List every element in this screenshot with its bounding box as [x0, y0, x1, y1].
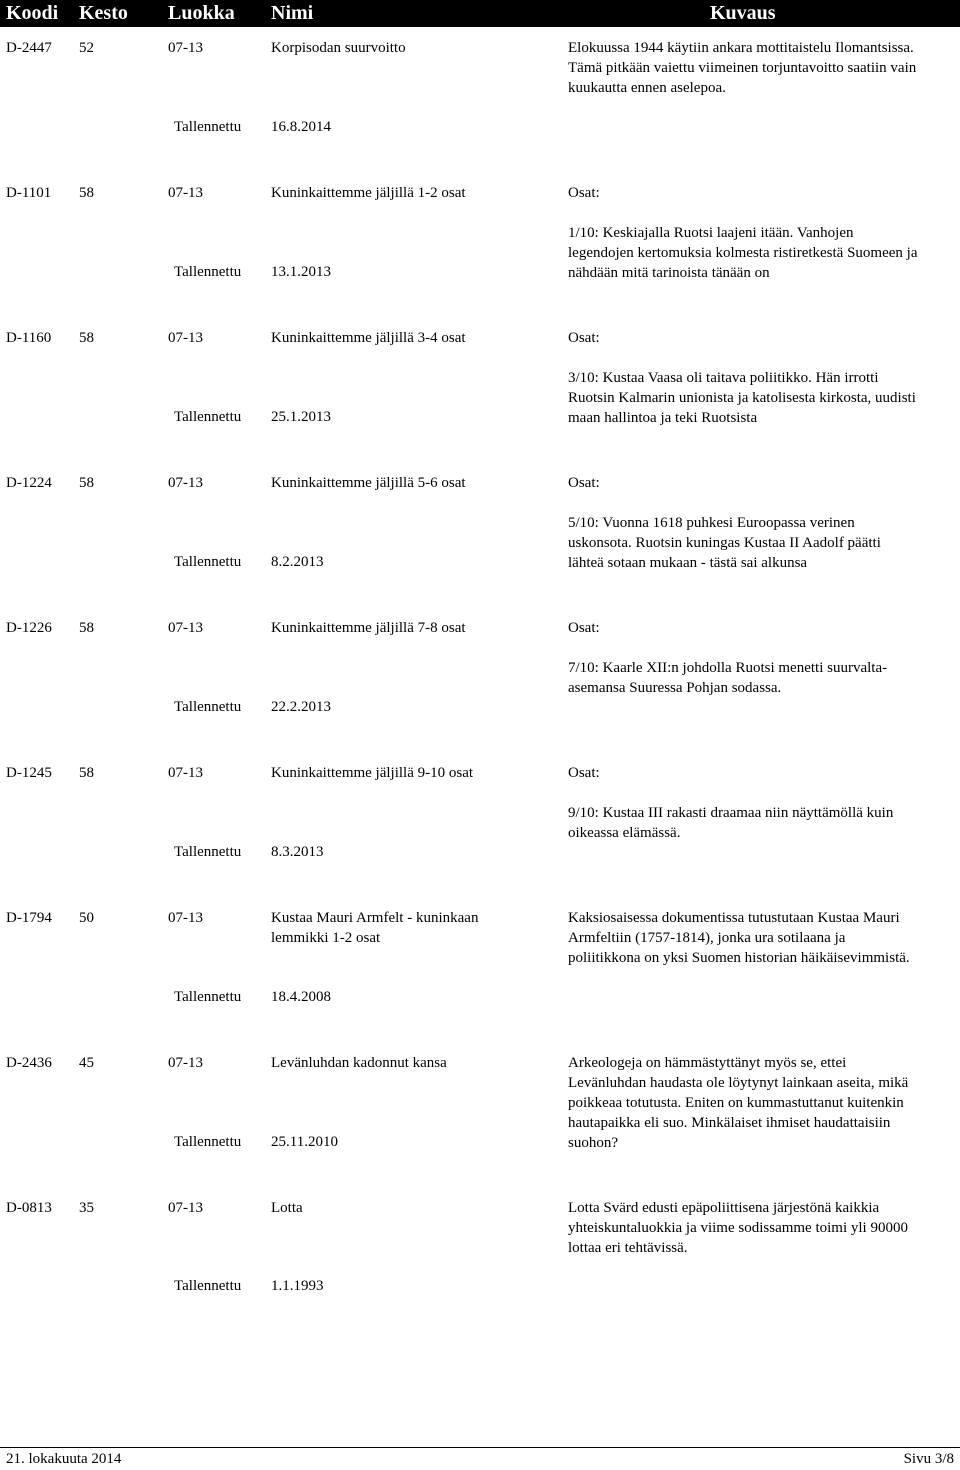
entry-description: Arkeologeja on hämmästyttänyt myös se, ettei Levänluhdan haudasta ole löytynyt lainkaan aseita, mikä poikkeaa totutusta. Eniten on kummastuttanut kuitenkin hautapaikka eli suo. Minkälaiset ihmiset haudattaisiin suohon?: [568, 1055, 909, 1151]
osat-label: Osat:: [568, 330, 600, 346]
entry-luokka: 07-13: [168, 185, 203, 201]
entry-code: D-0813: [6, 1200, 52, 1216]
entry-description: 9/10: Kustaa III rakasti draamaa niin näyttämöllä kuin oikeassa elämässä.: [568, 805, 894, 841]
list-item: [0, 763, 960, 903]
entry-kesto: 52: [79, 40, 94, 56]
header-luokka: Luokka: [168, 2, 235, 24]
tallennettu-label: Tallennettu: [174, 844, 242, 860]
header-nimi: Nimi: [271, 2, 314, 24]
entry-nimi: Levänluhdan kadonnut kansa: [271, 1055, 447, 1071]
entry-code: D-1101: [6, 185, 52, 201]
tallennettu-date: 8.3.2013: [271, 844, 324, 860]
entry-luokka: 07-13: [168, 330, 203, 346]
entry-luokka: 07-13: [168, 40, 203, 56]
tallennettu-date: 25.1.2013: [271, 409, 331, 425]
entry-code: D-1245: [6, 765, 52, 781]
tallennettu-label: Tallennettu: [174, 1134, 242, 1150]
entry-kesto: 35: [79, 1200, 94, 1216]
list-item: [0, 1198, 960, 1338]
list-item: [0, 328, 960, 468]
entry-luokka: 07-13: [168, 765, 203, 781]
table-header: [0, 0, 960, 27]
page-footer: [0, 1447, 960, 1468]
entry-nimi: Lotta: [271, 1200, 303, 1216]
footer-page-number: Sivu 3/8: [903, 1451, 954, 1467]
entry-kesto: 58: [79, 620, 94, 636]
list-item: [0, 908, 960, 1048]
entry-nimi: Kuninkaittemme jäljillä 3-4 osat: [271, 330, 466, 346]
tallennettu-date: 1.1.1993: [271, 1278, 324, 1294]
list-item: [0, 618, 960, 758]
osat-label: Osat:: [568, 475, 600, 491]
osat-label: Osat:: [568, 765, 600, 781]
entry-luokka: 07-13: [168, 1200, 203, 1216]
header-kesto: Kesto: [79, 2, 128, 24]
tallennettu-label: Tallennettu: [174, 119, 242, 135]
entry-code: D-2447: [6, 40, 52, 56]
footer-date: 21. lokakuuta 2014: [6, 1451, 122, 1467]
entry-nimi: Kustaa Mauri Armfelt - kuninkaan lemmikki 1-2 osat: [271, 910, 479, 946]
entry-description: Lotta Svärd edusti epäpoliittisena järjestönä kaikkia yhteiskuntaluokkia ja viime sodissamme toimi yli 90000 lottaa eri tehtävissä.: [568, 1200, 908, 1256]
entry-luokka: 07-13: [168, 475, 203, 491]
entry-kesto: 58: [79, 185, 94, 201]
entry-luokka: 07-13: [168, 1055, 203, 1071]
tallennettu-date: 22.2.2013: [271, 699, 331, 715]
tallennettu-label: Tallennettu: [174, 554, 242, 570]
entry-luokka: 07-13: [168, 910, 203, 926]
entry-nimi: Kuninkaittemme jäljillä 1-2 osat: [271, 185, 466, 201]
tallennettu-date: 8.2.2013: [271, 554, 324, 570]
tallennettu-label: Tallennettu: [174, 989, 242, 1005]
entry-nimi: Kuninkaittemme jäljillä 9-10 osat: [271, 765, 474, 781]
tallennettu-label: Tallennettu: [174, 409, 242, 425]
entry-kesto: 58: [79, 330, 94, 346]
tallennettu-date: 25.11.2010: [271, 1134, 338, 1150]
entry-code: D-1226: [6, 620, 52, 636]
tallennettu-date: 16.8.2014: [271, 119, 331, 135]
entry-description: 1/10: Keskiajalla Ruotsi laajeni itään. Vanhojen legendojen kertomuksia kolmesta ristiretkestä Suomeen ja nähdään mitä tarinoista tänään on: [568, 225, 918, 281]
entry-code: D-1794: [6, 910, 52, 926]
entry-kesto: 58: [79, 475, 94, 491]
entry-nimi: Kuninkaittemme jäljillä 5-6 osat: [271, 475, 466, 491]
list-item: [0, 473, 960, 613]
entry-description: 3/10: Kustaa Vaasa oli taitava poliitikko. Hän irrotti Ruotsin Kalmarin unionista ja katolisesta kirkosta, uudisti maan hallintoa ja teki Ruotsista: [568, 370, 916, 426]
entry-kesto: 50: [79, 910, 94, 926]
entry-description: 7/10: Kaarle XII:n johdolla Ruotsi menetti suurvalta-asemansa Suuressa Pohjan sodassa.: [568, 660, 888, 696]
tallennettu-label: Tallennettu: [174, 699, 242, 715]
header-koodi: Koodi: [6, 2, 59, 24]
osat-label: Osat:: [568, 620, 600, 636]
entry-code: D-2436: [6, 1055, 52, 1071]
entry-code: D-1160: [6, 330, 52, 346]
list-item: [0, 183, 960, 323]
header-kuvaus: Kuvaus: [710, 2, 776, 24]
osat-label: Osat:: [568, 185, 600, 201]
tallennettu-date: 18.4.2008: [271, 989, 331, 1005]
entry-kesto: 58: [79, 765, 94, 781]
entry-description: Elokuussa 1944 käytiin ankara mottitaistelu Ilomantsissa. Tämä pitkään vaiettu viimeinen torjuntavoitto saatiin vain kuukautta ennen aselepoa.: [568, 40, 917, 96]
list-item: [0, 1053, 960, 1193]
tallennettu-label: Tallennettu: [174, 1278, 242, 1294]
entry-description: Kaksiosaisessa dokumentissa tutustutaan Kustaa Mauri Armfeltiin (1757-1814), jonka ura sotilaana ja poliitikkona on yksi Suomen historian häikäisevimmistä.: [568, 910, 910, 966]
list-item: [0, 38, 960, 178]
tallennettu-label: Tallennettu: [174, 264, 242, 280]
entry-description: 5/10: Vuonna 1618 puhkesi Euroopassa verinen uskonsota. Ruotsin kuningas Kustaa II Aadolf päätti lähteä sotaan mukaan - tästä sai alkunsa: [568, 515, 881, 571]
entry-code: D-1224: [6, 475, 52, 491]
entry-kesto: 45: [79, 1055, 94, 1071]
entry-nimi: Korpisodan suurvoitto: [271, 40, 406, 56]
entry-luokka: 07-13: [168, 620, 203, 636]
tallennettu-date: 13.1.2013: [271, 264, 331, 280]
entry-nimi: Kuninkaittemme jäljillä 7-8 osat: [271, 620, 466, 636]
